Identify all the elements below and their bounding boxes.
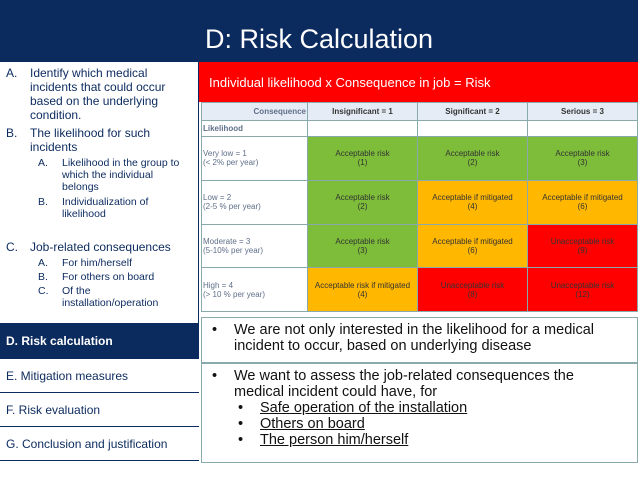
row-range: (> 10 % per year): [203, 289, 266, 299]
matrix-row: [202, 137, 638, 181]
nav-label: Job-related consequences: [30, 240, 171, 254]
row-range: (5-10% per year): [203, 245, 264, 255]
column-header: Significant = 2: [418, 103, 528, 121]
nav-item-b: [0, 126, 199, 220]
row-range: (2-5 % per year): [203, 202, 261, 212]
nav-item-a: [0, 66, 199, 122]
nav-marker: A.: [38, 257, 48, 269]
row-label: Low = 2: [203, 193, 232, 203]
row-label: Very low = 1: [203, 149, 247, 159]
risk-matrix: [201, 102, 638, 312]
matrix-cell: Unacceptable risk (12): [528, 268, 638, 312]
sub-bullet-link[interactable]: The person him/herself: [260, 432, 409, 448]
row-label: Moderate = 3: [203, 236, 251, 246]
nav-sub-label: Of the installation/operation: [62, 285, 159, 309]
consequence-header: Consequence: [202, 103, 308, 121]
nav-marker: C.: [6, 240, 18, 254]
nav-marker: B.: [38, 271, 48, 283]
likelihood-header: Likelihood: [202, 121, 308, 137]
nav-label: The likelihood for such incidents: [30, 126, 151, 154]
matrix-cell: Acceptable risk (1): [308, 137, 418, 181]
nav-item-d-active[interactable]: D. Risk calculation: [0, 323, 199, 358]
matrix-row: [202, 268, 638, 312]
matrix-cell: Acceptable risk (3): [528, 137, 638, 181]
bullet-text: We are not only interested in the likelihood for a medical incident to occur, based on underlying disease: [234, 322, 595, 354]
matrix-cell: Acceptable risk (2): [418, 137, 528, 181]
nav-item-f[interactable]: F. Risk evaluation: [0, 392, 199, 427]
column-header: Insignificant = 1: [308, 103, 418, 121]
matrix-cell: Unacceptable risk (8): [418, 268, 528, 312]
nav-marker: A.: [38, 157, 48, 169]
row-range: (< 2% per year): [203, 158, 259, 168]
nav-item-e[interactable]: E. Mitigation measures: [0, 358, 199, 393]
column-header: Serious = 3: [528, 103, 638, 121]
nav-item-g[interactable]: G. Conclusion and justification: [0, 426, 199, 461]
nav-sub-label: Individualization of likelihood: [62, 196, 149, 220]
formula-banner: Individual likelihood x Consequence in job = Risk: [199, 62, 638, 102]
matrix-cell: Acceptable risk (2): [308, 180, 418, 224]
nav-label: Identify which medical incidents that could occur based on the underlying condition.: [30, 66, 166, 122]
nav-sub-label: For others on board: [62, 271, 155, 283]
nav-sub-label: For him/herself: [62, 257, 133, 269]
matrix-cell: Unacceptable risk (9): [528, 224, 638, 268]
matrix-cell: Acceptable if mitigated (6): [418, 224, 528, 268]
matrix-cell: Acceptable if mitigated (6): [528, 180, 638, 224]
nav-marker: C.: [38, 285, 49, 297]
bullet-box-2: • We want to assess the job-related consequences the medical incident could have, for • Safe operation of the installation • Others on board • The person him/herself: [201, 363, 638, 463]
matrix-cell: Acceptable if mitigated (4): [418, 180, 528, 224]
bullet-box-1: • We are not only interested in the likelihood for a medical incident to occur, based on underlying disease: [201, 317, 638, 363]
sub-bullet-link[interactable]: Safe operation of the installation: [260, 400, 468, 416]
bullet-text: We want to assess the job-related consequences the medical incident could have, for: [234, 368, 574, 400]
matrix-row: [202, 224, 638, 268]
nav-item-c: [0, 240, 199, 309]
row-label: High = 4: [203, 280, 234, 290]
nav-marker: B.: [6, 126, 18, 140]
matrix-cell: Acceptable risk if mitigated (4): [308, 268, 418, 312]
nav-marker: B.: [38, 196, 48, 208]
matrix-row: [202, 180, 638, 224]
matrix-cell: Acceptable risk (3): [308, 224, 418, 268]
sub-bullet-link[interactable]: Others on board: [260, 416, 365, 432]
nav-marker: A.: [6, 66, 18, 80]
slide-title: D: Risk Calculation: [204, 24, 434, 54]
nav-sub-label: Likelihood in the group to which the individual belongs: [62, 157, 180, 193]
